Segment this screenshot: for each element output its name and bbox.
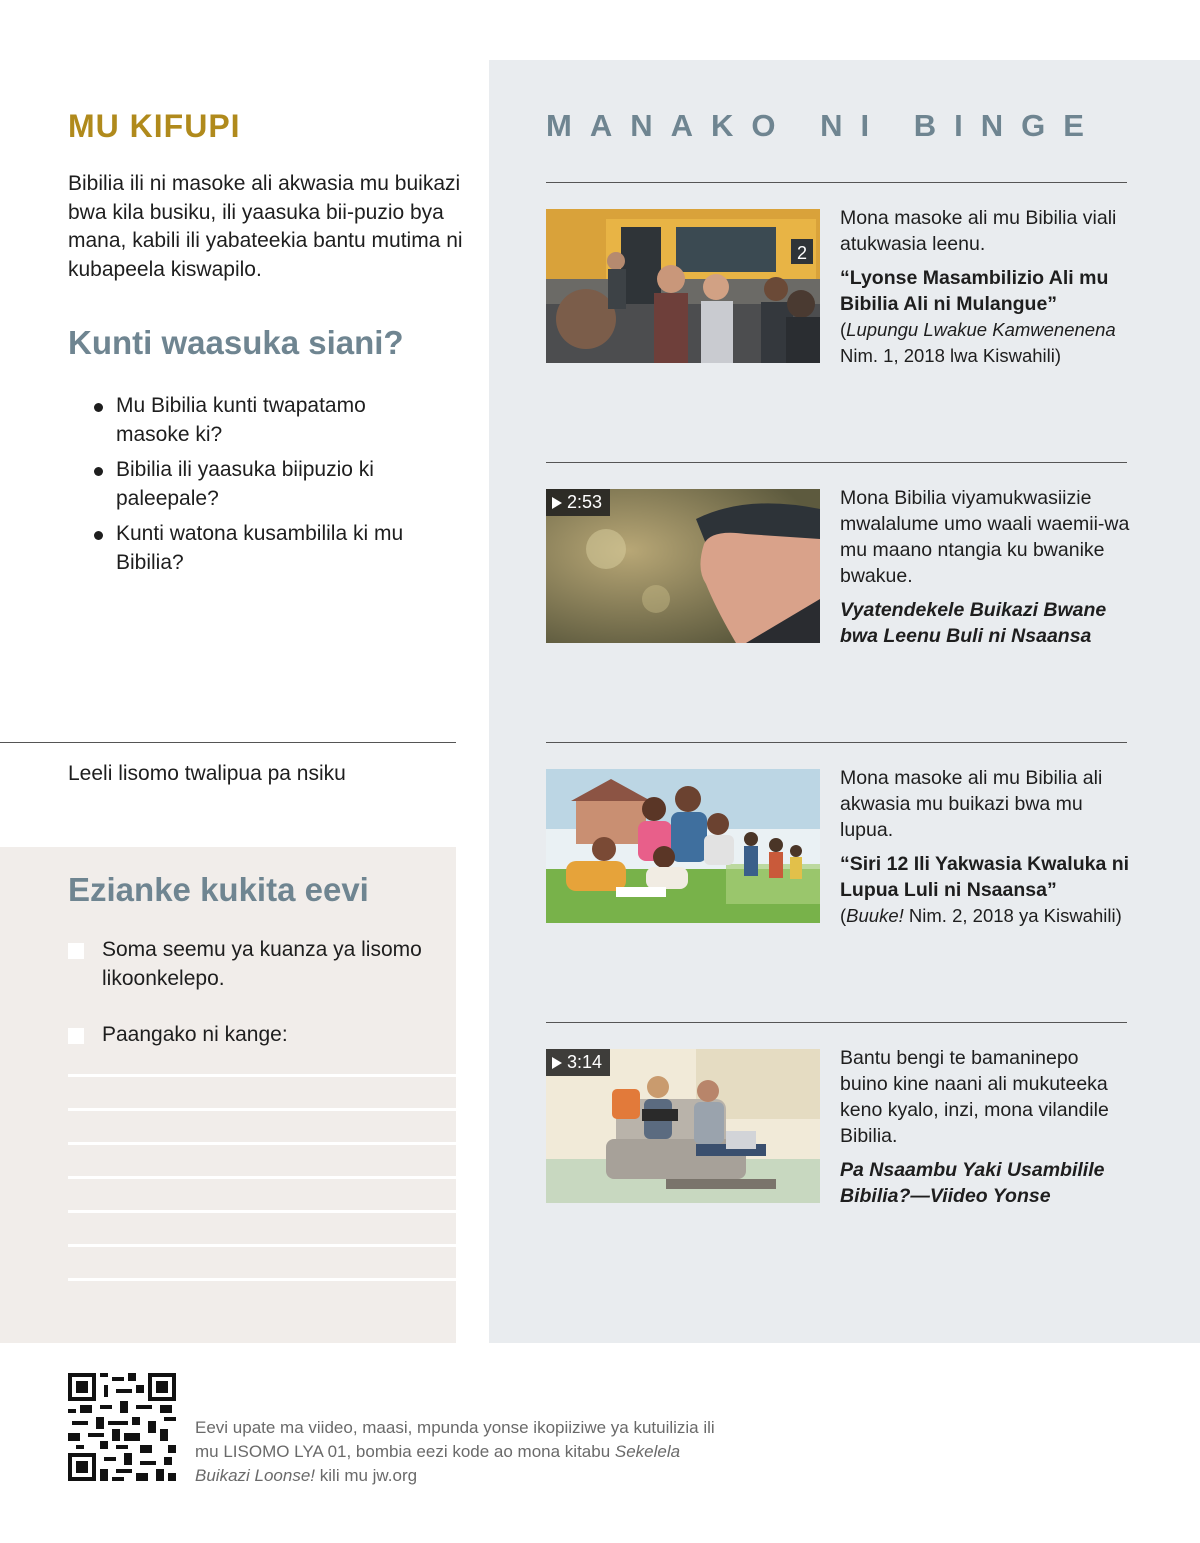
qr-code-icon[interactable] — [68, 1373, 176, 1481]
footer-book-title: Sekelela Buikazi Loonse! — [195, 1442, 681, 1485]
family-outdoors-image — [546, 769, 820, 923]
divider — [0, 742, 456, 743]
entry-description: Bantu bengi te bamaninepo buino kine naani ali mukuteeka keno kyalo, inzi, mona vilandile Bibilia. — [840, 1047, 1109, 1147]
try-item-label: Paangako ni kange: — [102, 1023, 288, 1046]
checkbox[interactable] — [68, 1028, 84, 1044]
write-line[interactable] — [68, 1108, 456, 1111]
video-duration-badge — [546, 1049, 610, 1076]
entry-issue: Nim. 1, 2018 lwa Kiswahili) — [840, 345, 1062, 366]
questions-list — [92, 392, 432, 584]
write-line[interactable] — [68, 1176, 456, 1179]
try-heading: Ezianke kukita eevi — [68, 871, 369, 908]
footer-text-part: Eevi upate ma viideo, maasi, mpunda yonse ikopiiziwe ya kutuilizia ili mu LISOMO LYA 01, bombia eezi kode ao mona kitabu — [195, 1418, 715, 1461]
try-panel — [0, 847, 456, 1343]
video-duration: 3:14 — [567, 1052, 603, 1072]
more-entry — [840, 205, 1130, 369]
footer-link-text[interactable]: kili mu jw.org — [319, 1466, 418, 1485]
write-line[interactable] — [68, 1210, 456, 1213]
train-station-image — [546, 209, 820, 363]
more-entry — [840, 1045, 1130, 1209]
write-line[interactable] — [68, 1278, 456, 1281]
article-thumbnail[interactable] — [546, 209, 820, 363]
entry-publication: Lupungu Lwakue Kamwenenena — [846, 319, 1116, 340]
entry-source: (Buuke! Nim. 2, 2018 ya Kiswahili) — [840, 905, 1122, 926]
divider — [546, 742, 1127, 743]
try-item-label: Soma seemu ya kuanza ya lisomo likoonkelepo. — [102, 938, 422, 990]
write-line[interactable] — [68, 1142, 456, 1145]
entry-title[interactable]: Vyatendekele Buikazi Bwane bwa Leenu Buli ni Nsaansa — [840, 599, 1107, 647]
more-heading: MANAKO NI BINGE — [546, 108, 1102, 143]
divider — [546, 182, 1127, 183]
video-thumbnail[interactable] — [546, 1049, 820, 1203]
svg-text:2: 2 — [796, 243, 808, 263]
entry-issue: Nim. 2, 2018 ya Kiswahili) — [908, 905, 1122, 926]
divider — [546, 462, 1127, 463]
article-thumbnail[interactable] — [546, 769, 820, 923]
entry-description: Mona Bibilia viyamukwasiizie mwalalume umo waali waemii-wa mu maano ntangia ku bwanike bwakue. — [840, 487, 1130, 587]
entry-source: (Lupungu Lwakue Kamwenenena Nim. 1, 2018 lwa Kiswahili) — [840, 319, 1116, 366]
play-icon — [552, 497, 562, 509]
video-duration-badge — [546, 489, 610, 516]
entry-title[interactable]: Pa Nsaambu Yaki Usambilile Bibilia?—Viideo Yonse — [840, 1159, 1105, 1207]
video-thumbnail[interactable] — [546, 489, 820, 643]
checkbox[interactable] — [68, 943, 84, 959]
question-item: Bibilia ili yaasuka biipuzio ki paleepale? — [92, 456, 432, 513]
entry-title[interactable]: “Lyonse Masambilizio Ali mu Bibilia Ali ni Mulangue” — [840, 267, 1109, 315]
summary-text: Bibilia ili ni masoke ali akwasia mu buikazi bwa kila busiku, ili yaasuka bii-puzio bya mana, kabili ili yabateekia bantu mutima ni kubapeela kiswapilo. — [68, 172, 463, 281]
write-line[interactable] — [68, 1074, 456, 1077]
play-icon — [552, 1057, 562, 1069]
entry-title[interactable]: “Siri 12 Ili Yakwasia Kwaluka ni Lupua Luli ni Nsaansa” — [840, 853, 1130, 901]
write-line[interactable] — [68, 1244, 456, 1247]
more-entry — [840, 765, 1130, 929]
question-item: Mu Bibilia kunti twapatamo masoke ki? — [92, 392, 432, 449]
summary-heading: MU KIFUPI — [68, 108, 241, 144]
entry-description: Mona masoke ali mu Bibilia ali akwasia mu buikazi bwa mu lupua. — [840, 767, 1103, 841]
entry-publication: Buuke! — [846, 905, 904, 926]
video-duration: 2:53 — [567, 492, 603, 512]
questions-heading: Kunti waasuka siani? — [68, 324, 404, 361]
more-entry — [840, 485, 1130, 649]
question-item: Kunti watona kusambilila ki mu Bibilia? — [92, 520, 432, 577]
entry-description: Mona masoke ali mu Bibilia viali atukwasia leenu. — [840, 207, 1117, 255]
lesson-date-label: Leeli lisomo twalipua pa nsiku — [68, 762, 346, 785]
divider — [546, 1022, 1127, 1023]
footer-text — [195, 1416, 715, 1488]
